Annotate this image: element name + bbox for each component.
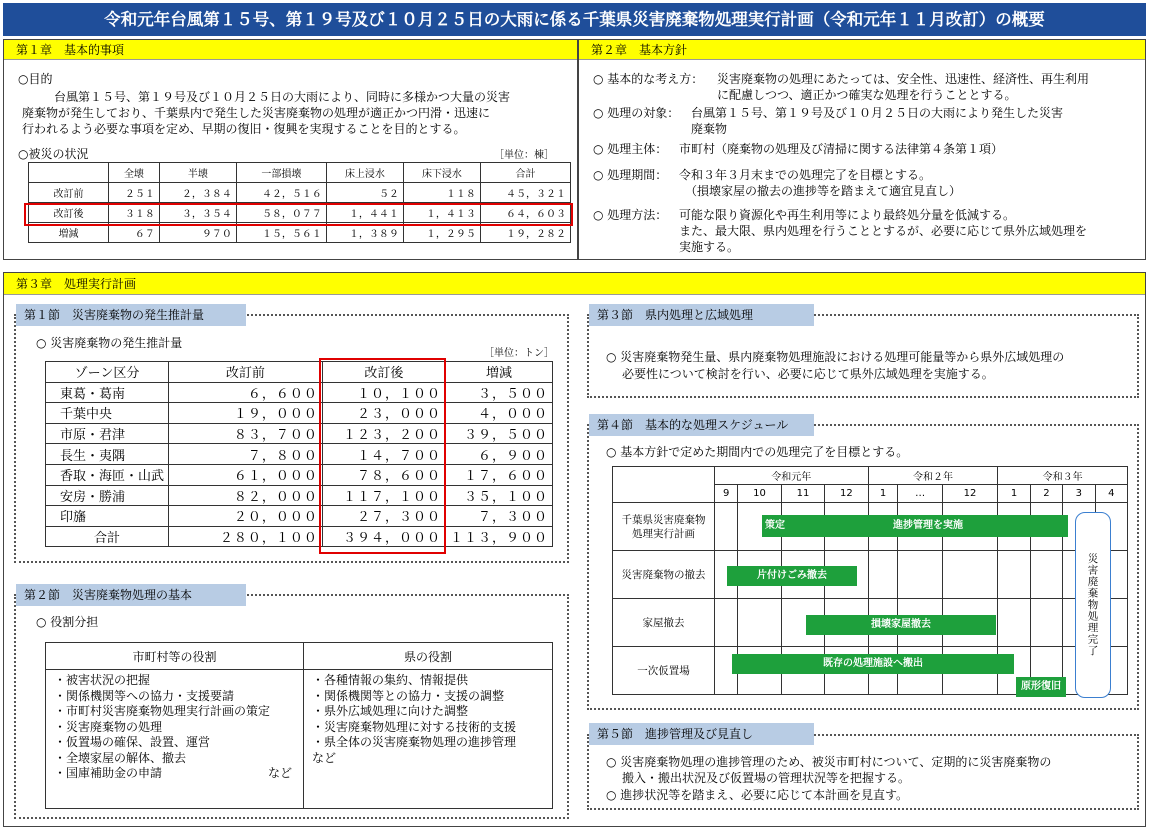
zone-name: 千葉中央 [46, 403, 169, 424]
cell: ６７ [109, 223, 160, 243]
policy-text: （損壊家屋の撤去の進捗等を踏まえて適宜見直し） [685, 184, 962, 198]
cell: １９，２８２ [480, 223, 570, 243]
policy-text: に配慮しつつ、適正かつ確実な処理を行うこととする。 [717, 88, 1017, 102]
row-label: 災害廃棄物の撤去 [613, 551, 715, 599]
table-row [46, 403, 553, 424]
cell: ９７０ [159, 223, 236, 243]
col-header: 改訂後 [322, 362, 445, 383]
roles-table [45, 642, 553, 809]
cell: ４２，５１６ [236, 183, 326, 203]
table-row [46, 485, 553, 506]
month-header: 3 [1063, 485, 1095, 503]
cell: ７，３００ [445, 506, 552, 527]
site-restore-bar: 原形復旧 [1016, 677, 1066, 697]
sec3-line: ○ 災害廃棄物発生量、県内廃棄物処理施設における処理可能量等から県外広域処理の [606, 350, 1065, 364]
cell: ２５１ [109, 183, 160, 203]
cell: ７，８００ [169, 444, 323, 465]
cell: ８３，７００ [169, 423, 323, 444]
chapter2-header: 第２章 基本方針 [579, 40, 1145, 60]
cell: １２３，２００ [322, 423, 445, 444]
purpose-line: 行われるよう必要な事項を定め、早期の復旧・復興を実現することを目的とする。 [22, 122, 466, 136]
roles-body-row [46, 670, 553, 809]
roles-header-row [46, 643, 553, 670]
damage-col: 全壊 [109, 163, 160, 183]
month-header: 1 [998, 485, 1030, 503]
cell: ３，３５４ [159, 203, 236, 223]
row-label: 改訂後 [29, 203, 109, 223]
completion-marker [1075, 512, 1111, 698]
list-item: ・仮置場の確保、設置、運営 [54, 735, 211, 749]
cell: ３１８ [109, 203, 160, 223]
chapter3-header: 第３章 処理実行計画 [4, 273, 1145, 295]
zone-name: 香取・海匝・山武 [46, 464, 169, 485]
year-header: 令和元年 [715, 467, 869, 485]
plan-progress-bar: 進捗管理を実施 [788, 515, 1068, 537]
chapter2-panel [578, 39, 1146, 260]
cell: １７，６００ [445, 464, 552, 485]
zone-name: 市原・君津 [46, 423, 169, 444]
etc-label: など [268, 766, 293, 780]
completion-label: 災害廃棄物処理完了 [1086, 553, 1099, 657]
damage-col-blank [29, 163, 109, 183]
cell: ３９４，０００ [322, 526, 445, 547]
municipal-role-title: 市町村等の役割 [46, 643, 304, 670]
zone-name: 印旛 [46, 506, 169, 527]
sec3-line: 必要性について検討を行い、必要に応じて県外広域処理を実施する。 [622, 367, 994, 381]
cell: １０，１００ [322, 382, 445, 403]
cell: ２０，０００ [169, 506, 323, 527]
policy-text: 廃棄物 [691, 122, 728, 136]
revised-row-highlight [24, 203, 573, 226]
row-label: 一次仮置場 [613, 647, 715, 695]
page-title: 令和元年台風第１５号、第１９号及び１０月２５日の大雨に係る千葉県災害廃棄物処理実行計画（令和元年１１月改訂）の概要 [3, 3, 1146, 36]
total-row [46, 526, 553, 547]
list-item: ・被害状況の把握 [54, 673, 151, 687]
cell: ５２ [326, 183, 403, 203]
row-label-line: 千葉県災害廃棄物 [621, 513, 706, 526]
cell: ８２，０００ [169, 485, 323, 506]
policy-label: ○ 処理主体： [593, 142, 668, 156]
zone-name: 長生・夷隅 [46, 444, 169, 465]
month-header: 12 [825, 485, 868, 503]
cell: ４，０００ [445, 403, 552, 424]
house-removal-bar: 損壊家屋撤去 [806, 615, 996, 635]
cell: １９，０００ [169, 403, 323, 424]
list-item: ・県全体の災害廃棄物処理の進捗管理 [312, 735, 517, 749]
row-label: 増減 [29, 223, 109, 243]
purpose-heading: ○目的 [18, 72, 53, 86]
estimate-header-row [46, 362, 553, 383]
zone-name: 東葛・葛南 [46, 382, 169, 403]
damage-header-row [29, 163, 571, 183]
site-transport-bar: 既存の処理施設へ搬出 [732, 654, 1014, 674]
policy-text: 可能な限り資源化や再生利用等により最終処分量を低減する。 [679, 208, 1016, 222]
damage-col: 床上浸水 [326, 163, 403, 183]
policy-text: 災害廃棄物の処理にあたっては、安全性、迅速性、経済性、再生利用 [717, 72, 1090, 86]
cell: １，４１３ [403, 203, 480, 223]
section4-tab: 第４節 基本的な処理スケジュール [589, 414, 814, 436]
table-row [46, 444, 553, 465]
damage-col: 合計 [480, 163, 570, 183]
cell: ２，３８４ [159, 183, 236, 203]
month-header: 11 [781, 485, 824, 503]
cell: ６４，６０３ [480, 203, 570, 223]
table-row [46, 464, 553, 485]
policy-label: ○ 処理方法： [593, 208, 668, 222]
policy-text: また、最大限、県内処理を行うこととするが、必要に応じて県外広域処理を [679, 224, 1088, 238]
policy-label: ○ 基本的な考え方： [593, 72, 704, 86]
row-label: 家屋撤去 [613, 599, 715, 647]
schedule-heading: ○ 基本方針で定めた期間内での処理完了を目標とする。 [606, 445, 909, 459]
month-header: … [898, 485, 942, 503]
cell: ６１，０００ [169, 464, 323, 485]
cell: ３，５００ [445, 382, 552, 403]
policy-text: 台風第１５号、第１９号及び１０月２５日の大雨により発生した災害 [691, 106, 1064, 120]
section5-tab: 第５節 進捗管理及び見直し [589, 723, 814, 745]
estimate-unit: ［単位：トン］ [484, 348, 554, 359]
cell: １，２９５ [403, 223, 480, 243]
municipal-role-list [46, 670, 304, 809]
table-row [46, 423, 553, 444]
year-header: 令和２年 [868, 467, 998, 485]
damage-col: 一部損壊 [236, 163, 326, 183]
cell: ２８０，１００ [169, 526, 323, 547]
cell: ２３，０００ [322, 403, 445, 424]
month-header: 9 [715, 485, 738, 503]
month-header: 10 [738, 485, 781, 503]
sec5-line: ○ 災害廃棄物処理の進捗管理のため、被災市町村について、定期的に災害廃棄物の [606, 755, 1052, 769]
row-label-line: 処理実行計画 [632, 527, 695, 540]
list-item: ・全壊家屋の解体、撤去 [54, 750, 187, 765]
list-item [54, 766, 295, 782]
roles-heading: ○ 役割分担 [36, 615, 99, 629]
list-item: ・県外広域処理に向けた調整 [312, 704, 469, 718]
cell: １１７，１００ [322, 485, 445, 506]
cell: １，３８９ [326, 223, 403, 243]
section1-tab: 第１節 災害廃棄物の発生推計量 [16, 304, 246, 326]
schedule-row [613, 551, 1128, 599]
policy-label: ○ 処理の対象： [593, 106, 680, 120]
year-header: 令和３年 [998, 467, 1128, 485]
sec5-line: 搬入・搬出状況及び仮置場の管理状況等を把握する。 [622, 771, 911, 785]
list-item: ・関係機関等との協力・支援の調整 [312, 688, 505, 703]
damage-col: 床下浸水 [403, 163, 480, 183]
row-label [613, 503, 715, 551]
policy-label: ○ 処理期間： [593, 168, 668, 182]
cell: １１８ [403, 183, 480, 203]
list-item: ・災害廃棄物の処理 [54, 719, 163, 734]
revised-column-highlight [319, 358, 446, 554]
cell: ５８，０７７ [236, 203, 326, 223]
table-row [46, 382, 553, 403]
month-header: 12 [942, 485, 998, 503]
list-item: ・関係機関等への協力・支援要請 [54, 688, 235, 703]
damage-col: 半壊 [159, 163, 236, 183]
cell: ２７，３００ [322, 506, 445, 527]
chapter1-header: 第１章 基本的事項 [4, 40, 577, 60]
cell: １４，７００ [322, 444, 445, 465]
cell: ４５，３２１ [480, 183, 570, 203]
cell: １５，５６１ [236, 223, 326, 243]
cell: ３９，５００ [445, 423, 552, 444]
chapter1-panel [3, 39, 578, 260]
removal-bar: 片付けごみ撤去 [727, 566, 857, 586]
month-header: 2 [1030, 485, 1062, 503]
estimate-heading: ○ 災害廃棄物の発生推計量 [36, 336, 183, 350]
col-header: 増減 [445, 362, 552, 383]
policy-text: 市町村（廃棄物の処理及び清掃に関する法律第４条第１項） [679, 142, 1004, 156]
month-header: 4 [1095, 485, 1127, 503]
table-row [29, 183, 571, 203]
section3-tab: 第３節 県内処理と広域処理 [589, 304, 814, 326]
cell: １１３，９００ [445, 526, 552, 547]
section2-tab: 第２節 災害廃棄物処理の基本 [16, 584, 246, 606]
zone-name: 安房・勝浦 [46, 485, 169, 506]
purpose-line: 廃棄物が発生しており、千葉県内で発生した災害廃棄物の処理が適正かつ円滑・迅速に [22, 106, 491, 120]
estimate-table [45, 361, 553, 547]
list-item: など [312, 750, 337, 765]
prefecture-role-title: 県の役割 [304, 643, 553, 670]
row-label: 改訂前 [29, 183, 109, 203]
year-row [613, 467, 1128, 485]
list-item: ・災害廃棄物処理に対する技術的支援 [312, 719, 517, 734]
col-header: 改訂前 [169, 362, 323, 383]
total-label: 合計 [46, 526, 169, 547]
policy-text: 実施する。 [679, 240, 740, 254]
purpose-line: 台風第１５号、第１９号及び１０月２５日の大雨により、同時に多様かつ大量の災害 [54, 90, 511, 104]
cell: ６，６００ [169, 382, 323, 403]
policy-text: 令和３年３月末までの処理完了を目標とする。 [679, 168, 932, 182]
month-header: 1 [868, 485, 898, 503]
cell: １，４４１ [326, 203, 403, 223]
blank-header [613, 467, 715, 503]
damage-unit: ［単位：棟］ [494, 150, 554, 161]
table-row [46, 506, 553, 527]
list-item: ・各種情報の集約、情報提供 [312, 673, 469, 687]
col-header: ゾーン区分 [46, 362, 169, 383]
plan-start-bar: 策定 [762, 515, 788, 537]
damage-heading: ○被災の状況 [18, 147, 89, 161]
list-item: ・市町村災害廃棄物処理実行計画の策定 [54, 704, 271, 718]
list-item-text: ・国庫補助金の申請 [54, 766, 163, 780]
cell: ７８，６００ [322, 464, 445, 485]
prefecture-role-list [304, 670, 553, 809]
cell: ３５，１００ [445, 485, 552, 506]
cell: ６，９００ [445, 444, 552, 465]
sec5-line: ○ 進捗状況等を踏まえ、必要に応じて本計画を見直す。 [606, 788, 909, 802]
